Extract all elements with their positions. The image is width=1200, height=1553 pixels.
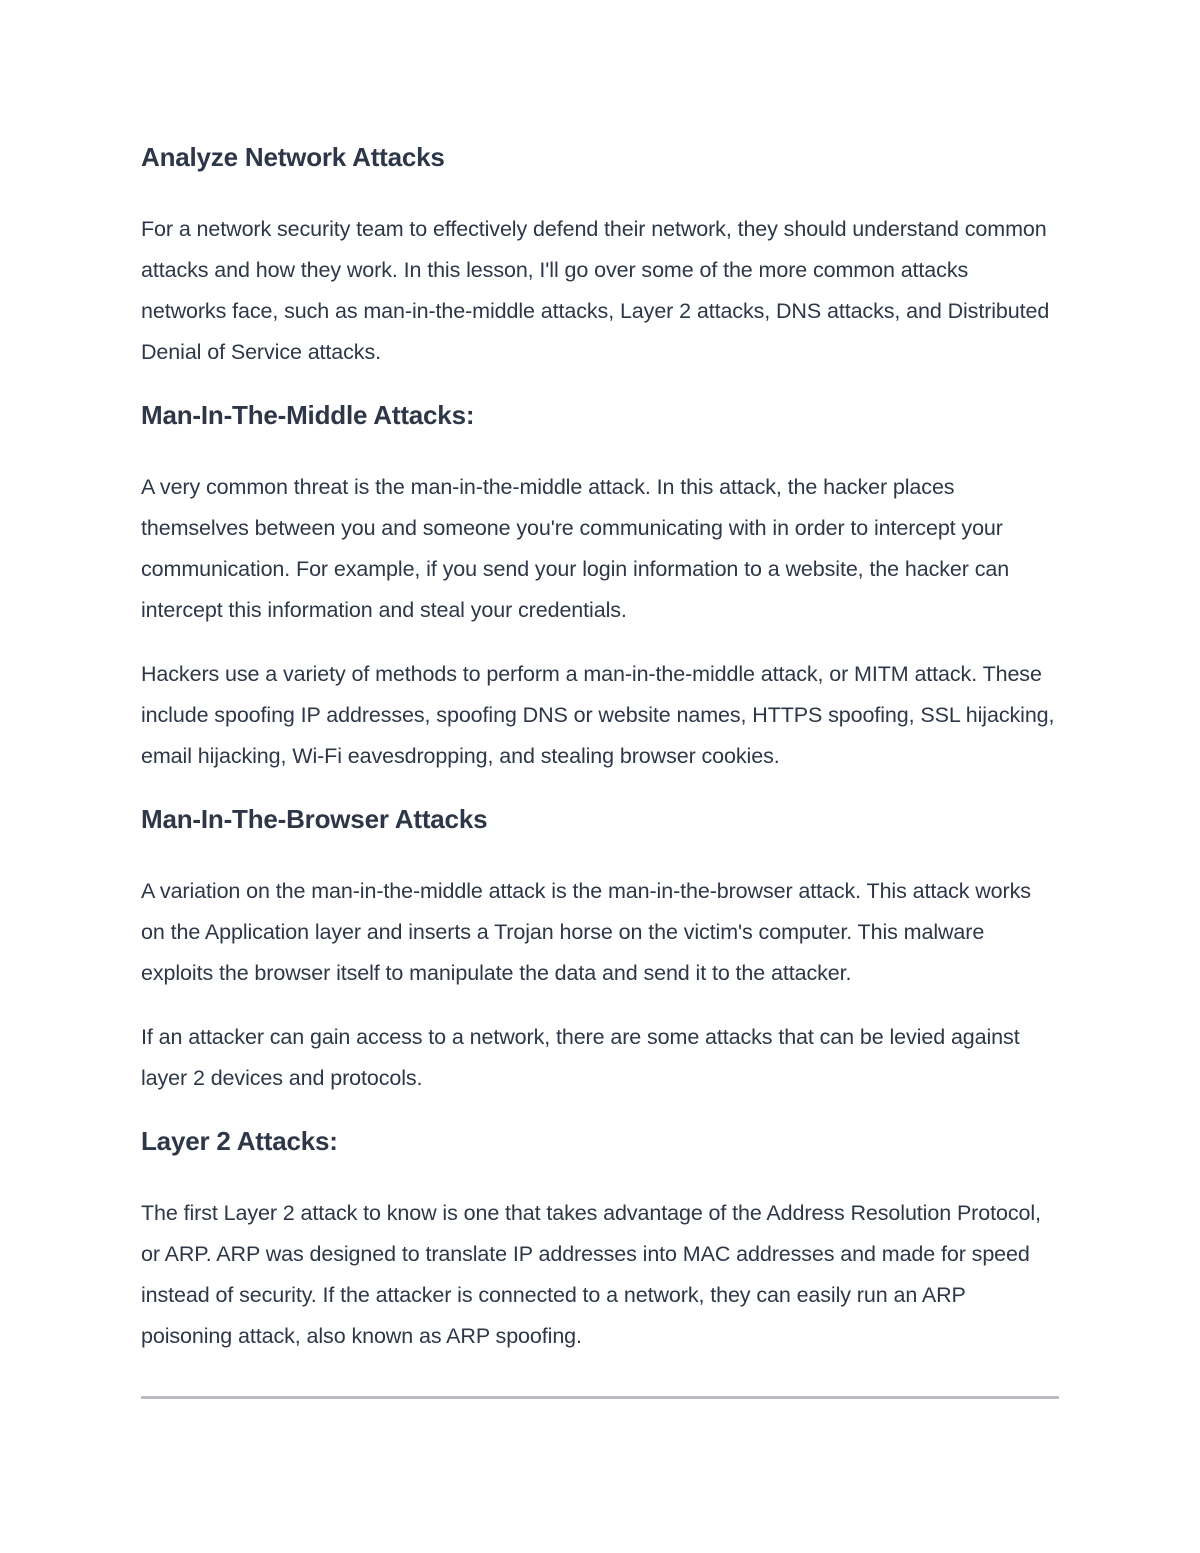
section-mitb-paragraph-2: If an attacker can gain access to a network, there are some attacks that can be levied against layer 2 devices and protocols.: [141, 1025, 1020, 1090]
section-heading-mitb: Man-In-The-Browser Attacks: [141, 804, 488, 834]
page-title: Analyze Network Attacks: [141, 142, 445, 172]
section-mitb-paragraph-1: A variation on the man-in-the-middle attack is the man-in-the-browser attack. This attack works on the Application layer and inserts a Trojan horse on the victim's computer. This malware exploits the browser itself to manipulate the data and send it to the attacker.: [141, 879, 1031, 985]
section-heading-layer2: Layer 2 Attacks:: [141, 1126, 338, 1156]
intro-paragraph: For a network security team to effectively defend their network, they should understand common attacks and how they work. In this lesson, I'll go over some of the more common attacks networks face, such as man-in-the-middle attacks, Layer 2 attacks, DNS attacks, and Distributed Denial of Service attacks.: [141, 217, 1050, 364]
section-mitm-paragraph-1: A very common threat is the man-in-the-middle attack. In this attack, the hacker places themselves between you and someone you're communicating with in order to intercept your communication. For example, if you send your login information to a website, the hacker can intercept this information and steal your credentials.: [141, 475, 1010, 622]
section-layer2-paragraph-1: The first Layer 2 attack to know is one that takes advantage of the Address Resolution Protocol, or ARP. ARP was designed to translate IP addresses into MAC addresses and made for speed instead of security. If the attacker is connected to a network, they can easily run an ARP poisoning attack, also known as ARP spoofing.: [141, 1201, 1041, 1348]
document-content: [141, 138, 1059, 1380]
page-divider: [141, 1396, 1059, 1399]
section-heading-mitm: Man-In-The-Middle Attacks:: [141, 400, 475, 430]
section-mitm-paragraph-2: Hackers use a variety of methods to perform a man-in-the-middle attack, or MITM attack. These include spoofing IP addresses, spoofing DNS or website names, HTTPS spoofing, SSL hijacking, email hijacking, Wi-Fi eavesdropping, and stealing browser cookies.: [141, 662, 1055, 768]
